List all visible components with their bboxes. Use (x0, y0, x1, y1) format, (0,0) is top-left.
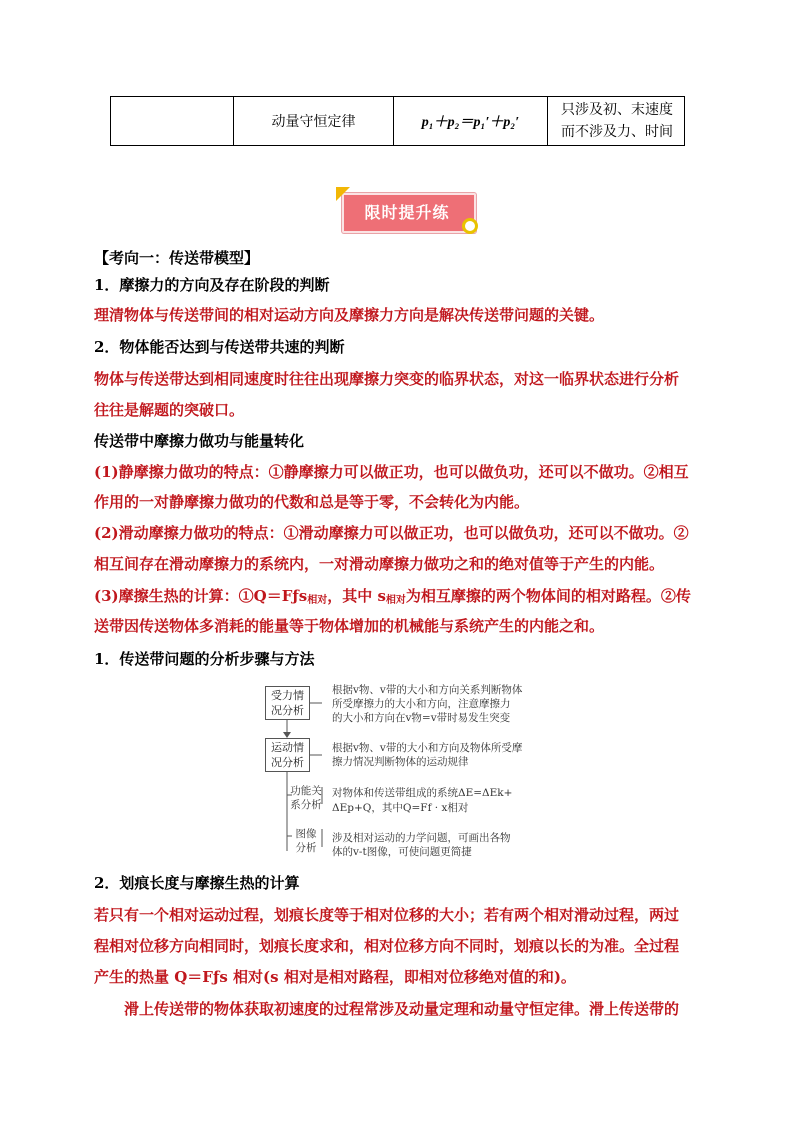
box-force-analysis: 受力情况分析 (265, 686, 310, 720)
paragraph-6-line-1: 若只有一个相对运动过程，划痕长度等于相对位移的大小；若有两个相对滑动过程，两过 (94, 906, 680, 924)
paragraph-1: 理清物体与传送带间的相对运动方向及摩擦力方向是解决传送带问题的关键。 (94, 306, 605, 324)
force-analysis-line-1: 根据v物、v带的大小和方向关系判断物体 (332, 684, 523, 696)
banner-label: 限时提升练 (364, 202, 450, 222)
scope-line-1: 只涉及初、末速度 (561, 102, 673, 118)
graph-analysis-line-1: 涉及相对运动的力学问题，可画出各物 (332, 832, 511, 844)
table-cell-scope (548, 97, 686, 145)
box-motion-analysis: 运动情况分析 (265, 738, 310, 772)
motion-analysis-line-2: 擦力情况判断物体的运动规律 (332, 756, 469, 768)
paragraph-5-line-1 (94, 585, 691, 606)
p5-part-e: 为相互摩擦的两个物体间的相对路程。②传 (405, 587, 691, 605)
section-title: 【考向一：传送带模型】 (94, 249, 260, 267)
force-analysis-line-2: 所受摩擦力的大小和方向，注意摩擦力 (332, 698, 511, 710)
paragraph-5-line-2: 送带因传送物体多消耗的能量等于物体增加的机械能与系统产生的内能之和。 (94, 617, 605, 635)
force-analysis-line-3: 的大小和方向在v物=v带时易发生突变 (332, 712, 511, 724)
heading-work-energy: 传送带中摩擦力做功与能量转化 (94, 432, 305, 450)
banner-ring-decoration (462, 218, 478, 234)
heading-scratch-length: 2．划痕长度与摩擦生热的计算 (94, 874, 300, 892)
graph-analysis-line-2: 体的v-t图像，可使问题更简捷 (332, 846, 472, 858)
paragraph-2-line-1: 物体与传送带达到相同速度时往往出现摩擦力突变的临界状态，对这一临界状态进行分析 (94, 370, 680, 388)
paragraph-7: 滑上传送带的物体获取初速度的过程常涉及动量定理和动量守恒定律。滑上传送带的 (124, 1000, 680, 1018)
analysis-flow-diagram (262, 683, 552, 861)
energy-label-line-2: 系分析 (290, 799, 322, 811)
motion-analysis-line-1: 根据v物、v带的大小和方向及物体所受摩 (332, 742, 523, 754)
p5-part-a: (3)摩擦生热的计算：①Q＝Fƒs (94, 587, 308, 605)
section-banner (336, 187, 482, 236)
paragraph-4-line-1: (2)滑动摩擦力做功的特点：①滑动摩擦力可以做正功，也可以做负功，还可以不做功。② (94, 524, 689, 542)
table-cell-formula: p₁＋p₂＝p₁′＋p₂′ (394, 97, 548, 145)
graph-label-line-1: 图像 (295, 828, 317, 840)
table-cell-law-name: 动量守恒定律 (234, 97, 394, 145)
graph-label-line-2: 分析 (295, 842, 317, 854)
heading-analysis-steps: 1．传送带问题的分析步骤与方法 (94, 650, 315, 668)
heading-common-speed: 2．物体能否达到与传送带共速的判断 (94, 338, 345, 356)
paragraph-6-line-3: 产生的热量 Q＝Fƒs 相对(s 相对是相对路程，即相对位移绝对值的和)。 (94, 968, 576, 986)
table-cell-empty (111, 97, 234, 145)
p5-sub-1: 相对 (307, 595, 328, 606)
energy-analysis-line-2: ΔEp+Q，其中Q=Ff · x相对 (332, 802, 469, 814)
p5-part-c: ，其中 s (327, 587, 386, 605)
energy-label-line-1: 功能关 (290, 785, 322, 797)
heading-friction-direction: 1．摩擦力的方向及存在阶段的判断 (94, 276, 330, 294)
scope-line-2: 而不涉及力、时间 (561, 124, 673, 140)
paragraph-2-line-2: 往往是解题的突破口。 (94, 401, 245, 419)
paragraph-3-line-1: (1)静摩擦力做功的特点：①静摩擦力可以做正功，也可以做负功，还可以不做功。②相互 (94, 463, 689, 481)
paragraph-3-line-2: 作用的一对静摩擦力做功的代数和总是等于零，不会转化为内能。 (94, 493, 530, 511)
summary-table (110, 96, 685, 146)
paragraph-6-line-2: 程相对位移方向相同时，划痕长度求和，相对位移方向不同时，划痕以长的为准。全过程 (94, 937, 680, 955)
label-graph-analysis (288, 827, 324, 855)
label-energy-analysis (288, 784, 324, 812)
p5-sub-2: 相对 (385, 595, 406, 606)
energy-analysis-line-1: 对物体和传送带组成的系统ΔE=ΔEk+ (332, 787, 513, 799)
paragraph-4-line-2: 相互间存在滑动摩擦力的系统内，一对滑动摩擦力做功之和的绝对值等于产生的内能。 (94, 555, 665, 573)
